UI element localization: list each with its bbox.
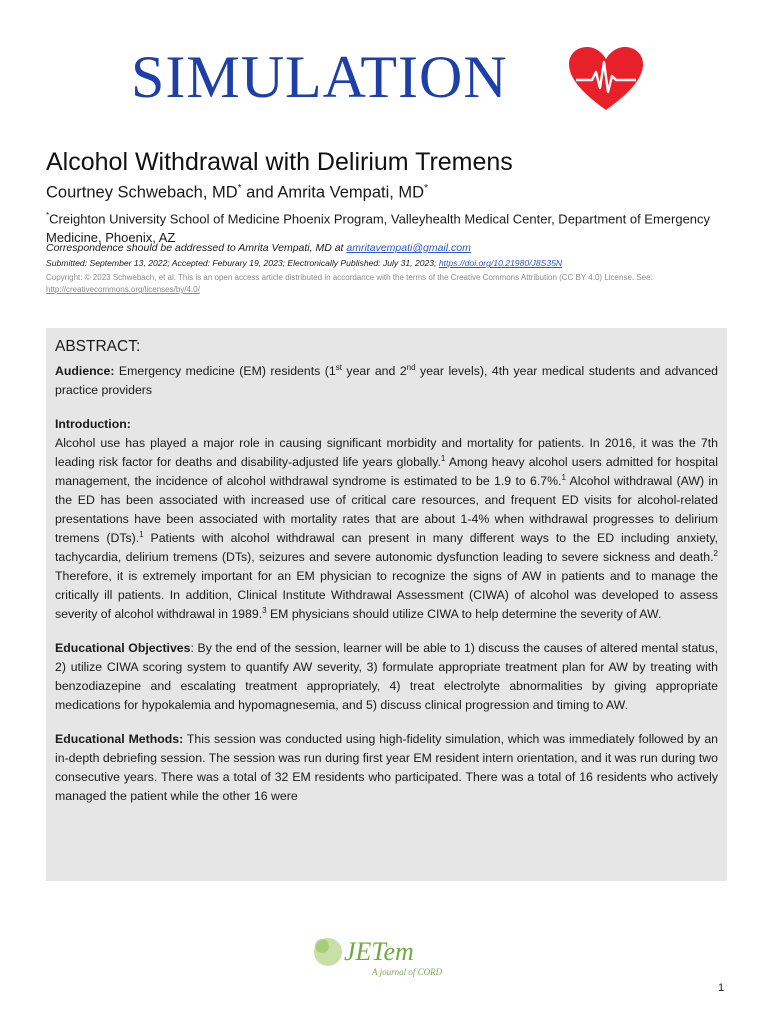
author-conjunction: and bbox=[241, 183, 278, 202]
license-notice bbox=[46, 272, 726, 296]
citation-ref: 1 bbox=[139, 529, 144, 539]
affiliation-text: Creighton University School of Medicine Phoenix Program, Valleyhealth Medical Center, Department of Emergency Medicine, Phoenix, AZ bbox=[46, 211, 711, 246]
introduction-text: Therefore, it is extremely important for an EM physician to recognize the signs of AW in patients and to manage the critically ill patients. In addition, Clinical Institute Withdrawal Assessment (CIWA) of alcohol was developed to assess severity of alcohol withdrawal in 1989. bbox=[55, 569, 718, 621]
correspondence-line bbox=[46, 242, 471, 254]
audience-label: Audience: bbox=[55, 364, 115, 378]
heart-ecg-icon bbox=[568, 46, 644, 112]
license-link[interactable]: http://creativecommons.org/licenses/by/4.0/ bbox=[46, 285, 200, 294]
introduction-label: Introduction: bbox=[55, 417, 131, 431]
abstract-box bbox=[46, 328, 727, 881]
methods-label: Educational Methods: bbox=[55, 732, 184, 746]
citation-ref: 3 bbox=[262, 605, 267, 615]
publication-dates bbox=[46, 258, 562, 268]
objectives-label: Educational Objectives bbox=[55, 641, 191, 655]
audience-text: year levels), 4th year medical students and advanced practice providers bbox=[55, 364, 718, 397]
author-name: Amrita Vempati, MD bbox=[277, 183, 425, 202]
introduction-text: Alcohol use has played a major role in causing significant morbidity and mortality for patients. In 2016, it was the 7th leading risk factor for deaths and disability-adjusted life years globally. bbox=[55, 436, 718, 469]
author-name: Courtney Schwebach, MD bbox=[46, 183, 238, 202]
license-text: Copyright: © 2023 Schwebach, et al. This is an open access article distributed in accordance with the terms of the Creative Commons Attribution (CC BY 4.0) License. See: bbox=[46, 273, 653, 282]
citation-ref: 1 bbox=[440, 453, 446, 463]
introduction-text: Among heavy alcohol users admitted for hospital management, the incidence of alcohol withdrawal syndrome is estimated to be 1.9 to 6.7%. bbox=[55, 455, 718, 488]
abstract-heading: ABSTRACT: bbox=[55, 338, 141, 355]
affiliation-mark: * bbox=[46, 211, 50, 220]
objectives-section bbox=[55, 639, 718, 715]
citation-ref: 1 bbox=[561, 472, 566, 482]
correspondence-text: Correspondence should be addressed to Amrita Vempati, MD at bbox=[46, 242, 347, 254]
logo-wordmark: JETem bbox=[344, 937, 414, 966]
citation-ref: 2 bbox=[713, 548, 718, 558]
objectives-text: : By the end of the session, learner will be able to 1) discuss the causes of altered mental status, 2) utilize CIWA scoring system to quantify AW severity, 3) formulate appropriate treatment plan for AW by treating with benzodiazepine and escalating treatment appropriately, 4) treat electrolyte abnormalities by giving appropriate medications for hypokalemia and hypomagnesemia, and 5) discuss clinical progression and timing to AW. bbox=[55, 641, 718, 712]
introduction-section bbox=[55, 415, 718, 624]
journal-masthead bbox=[0, 42, 770, 112]
introduction-text: Alcohol withdrawal (AW) in the ED has been associated with increased use of critical care resources, and frequent ED visits for alcohol-related presentations have been associated with mortality rates that are about 1-4% when withdrawal progresses to delirium tremens (DTs). bbox=[55, 474, 718, 545]
methods-section bbox=[55, 730, 718, 806]
dates-text: Submitted: September 13, 2022; Accepted: Feburary 19, 2023; Electronically Published: July 31, 2023; bbox=[46, 258, 439, 268]
audience-text: Emergency medicine (EM) residents (1 bbox=[114, 364, 336, 378]
methods-text: This session was conducted using high-fidelity simulation, which was immediately followed by an in-depth debriefing session. The session was run during first year EM resident intern orientation, and it was run during two consecutive years. There was a total of 32 EM residents who participated. There was a total of 16 residents who actively managed the patient while the other 16 were bbox=[55, 732, 718, 803]
article-title: Alcohol Withdrawal with Delirium Tremens bbox=[46, 148, 513, 176]
affiliation-mark: * bbox=[424, 183, 428, 194]
doi-link[interactable]: https://doi.org/10.21980/J8S35N bbox=[438, 258, 563, 268]
correspondence-email-link[interactable]: amritavempati@gmail.com bbox=[346, 242, 471, 254]
page-number: 1 bbox=[718, 982, 725, 994]
logo-subtitle: A journal of CORD bbox=[372, 967, 443, 977]
affiliation-mark: * bbox=[237, 183, 242, 194]
audience-text: year and 2 bbox=[341, 364, 407, 378]
audience-section bbox=[55, 362, 718, 400]
introduction-text: Patients with alcohol withdrawal can present in many different ways to the ED including anxiety, tachycardia, delirium tremens (DTs), seizures and severe autonomic dysfunction leading to severe sickness and death. bbox=[55, 531, 718, 564]
simulation-wordmark: SIMULATION bbox=[131, 44, 508, 110]
ordinal-suffix: nd bbox=[406, 362, 416, 372]
author-line bbox=[46, 183, 428, 203]
introduction-text: EM physicians should utilize CIWA to help determine the severity of AW. bbox=[266, 607, 662, 621]
jetem-logo bbox=[306, 930, 476, 980]
ordinal-suffix: st bbox=[335, 362, 342, 372]
